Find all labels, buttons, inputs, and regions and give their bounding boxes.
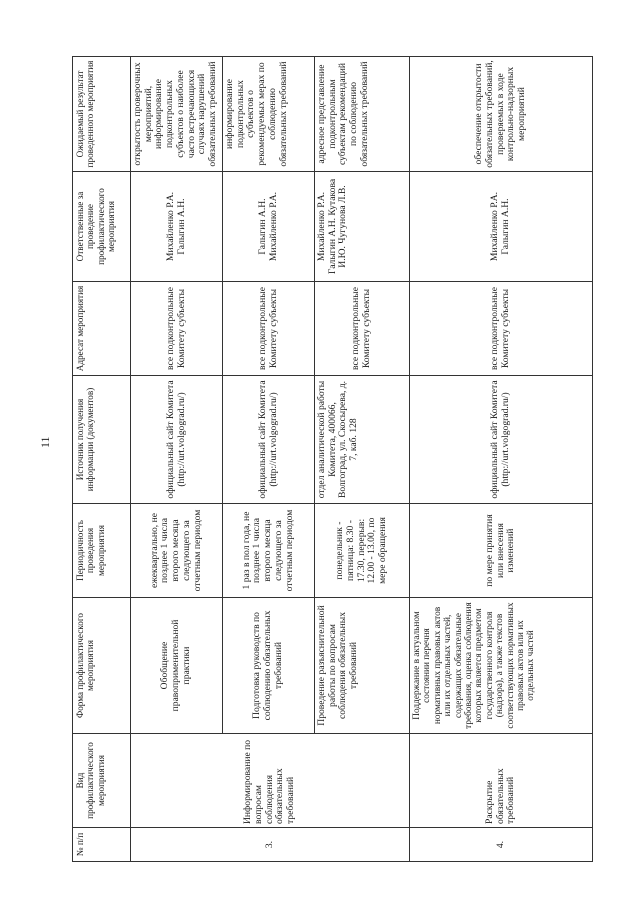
measure-form: Проведение разъяснительной работы по вопросам соблюдения обязательных требований (315, 598, 410, 734)
measure-source: официальный сайт Комитета (http://urt.volgograd.ru/) (131, 376, 223, 504)
prevention-measures-table (72, 56, 593, 862)
measure-type: Информирование по вопросам соблюдения обязательных требований (131, 734, 410, 828)
measure-responsible: Галыгин А.Н. Михайленко Р.А. (223, 172, 315, 282)
row-number: 3. (131, 828, 410, 862)
measure-addressee: все подконтрольные Комитету субъекты (223, 282, 315, 376)
page-number: 11 (38, 436, 52, 448)
measure-period: 1 раз в пол года, не позднее 1 числа второго месяца следующего за отчетным периодом (223, 504, 315, 598)
measure-source: официальный сайт Комитета (http://urt.volgograd.ru/) (410, 376, 593, 504)
measure-result: открытость проверочных мероприятий, информирование подконтрольных субъектов о наиболее часто встречающихся случаях нарушений обязательных требований (131, 57, 223, 172)
measure-result: обеспечение открытости обязательных требований, проверяемых в ходе контрольно-надзорных мероприятий (410, 57, 593, 172)
header-responsible: Ответственные за проведение профилактического мероприятия (73, 172, 131, 282)
measure-type: Раскрытие обязательных требований (410, 734, 593, 828)
measure-addressee: все подконтрольные Комитету субъекты (131, 282, 223, 376)
table-header-row (73, 57, 131, 862)
measure-responsible: Михайленко Р.А. Галыгин А.Н. (131, 172, 223, 282)
header-form: Форма профилактического мероприятия (73, 598, 131, 734)
measure-result: информирование подконтрольных субъектов о рекомендуемых мерах по соблюдению обязательных требований (223, 57, 315, 172)
table-row (131, 57, 223, 862)
table-row (410, 57, 593, 862)
header-period: Периодичность проведения мероприятия (73, 504, 131, 598)
measure-period: понедельник - пятница: 8.30 - 17.30, перерыв: 12.00 - 13.00, по мере обращения (315, 504, 410, 598)
header-addressee: Адресат мероприятия (73, 282, 131, 376)
measure-addressee: все подконтрольные Комитету субъекты (315, 282, 410, 376)
measure-responsible: Михайленко Р.А. Галыгин А.Н. (410, 172, 593, 282)
measure-period: по мере принятия или внесения изменений (410, 504, 593, 598)
measure-responsible: Михайленко Р.А. Галыгин А.Н. Кутакова И.Ю. Чугунова Л.В. (315, 172, 410, 282)
rotated-table-wrapper (72, 57, 592, 862)
measure-period: ежеквартально, не позднее 1 числа второго месяца следующего за отчетным периодом (131, 504, 223, 598)
measure-source: отдел аналитической работы Комитета, 400066, Волгоград, ул. Скосырева, д. 7, каб. 128 (315, 376, 410, 504)
header-source: Источник получения информации (документов) (73, 376, 131, 504)
header-result: Ожидаемый результат проведенного мероприятия (73, 57, 131, 172)
measure-form: Обобщение правоприменительной практики (131, 598, 223, 734)
measure-source: официальный сайт Комитета (http://urt.volgograd.ru/) (223, 376, 315, 504)
measure-addressee: все подконтрольные Комитету субъекты (410, 282, 593, 376)
measure-result: адресное представление подконтрольным субъектам рекомендаций по соблюдению обязательных требований (315, 57, 410, 172)
row-number: 4. (410, 828, 593, 862)
header-type: Вид профилактического мероприятия (73, 734, 131, 828)
header-num: № п/п (73, 828, 131, 862)
measure-form: Поддержание в актуальном состоянии перечня нормативных правовых актов или их отдельных частей, содержащих обязательные требования, оценка соблюдения которых является предметом государственного контроля (надзора), а также текстов соответствующих нормативных правовых актов или их отдельных частей (410, 598, 593, 734)
measure-form: Подготовка руководств по соблюдению обязательных требований (223, 598, 315, 734)
